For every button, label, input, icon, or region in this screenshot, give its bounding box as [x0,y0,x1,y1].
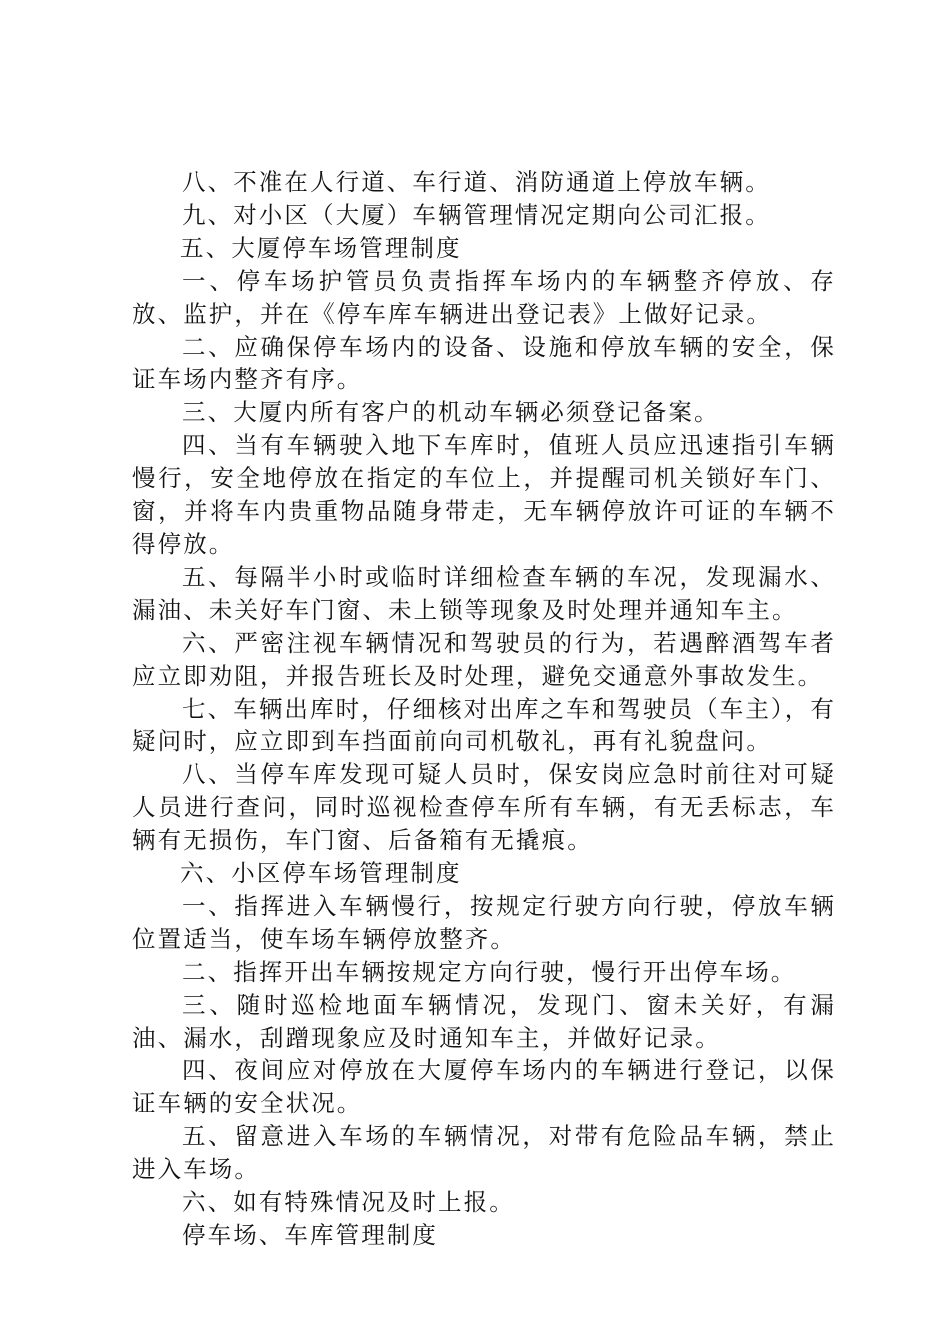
paragraph-building-rule-2: 二、应确保停车场内的设备、设施和停放车辆的安全，保证车场内整齐有序。 [132,332,836,394]
paragraph-building-rule-6: 六、严密注视车辆情况和驾驶员的行为，若遇醉酒驾车者应立即劝阻，并报告班长及时处理，避免交通意外事故发生。 [132,628,836,690]
paragraph-building-rule-1: 一、停车场护管员负责指挥车场内的车辆整齐停放、存放、监护，并在《停车库车辆进出登记表》上做好记录。 [132,266,836,328]
paragraph-building-rule-5: 五、每隔半小时或临时详细检查车辆的车况，发现漏水、漏油、未关好车门窗、未上锁等现象及时处理并通知车主。 [132,562,836,624]
paragraph-building-rule-3: 三、大厦内所有客户的机动车辆必须登记备案。 [182,398,720,427]
paragraph-community-rule-2: 二、指挥开出车辆按规定方向行驶，慢行开出停车场。 [182,957,797,986]
paragraph-community-rule-3: 三、随时巡检地面车辆情况，发现门、窗未关好，有漏油、漏水，刮蹭现象应及时通知车主，并做好记录。 [132,990,836,1052]
paragraph-rule-9-report: 九、对小区（大厦）车辆管理情况定期向公司汇报。 [182,200,771,229]
paragraph-community-rule-4: 四、夜间应对停放在大厦停车场内的车辆进行登记，以保证车辆的安全状况。 [132,1056,836,1118]
paragraph-community-rule-5: 五、留意进入车场的车辆情况，对带有危险品车辆，禁止进入车场。 [132,1122,836,1184]
paragraph-community-rule-1: 一、指挥进入车辆慢行，按规定行驶方向行驶，停放车辆位置适当，使车场车辆停放整齐。 [132,891,836,953]
section-heading-community-parking: 六、小区停车场管理制度 [180,859,462,888]
paragraph-building-rule-4: 四、当有车辆驶入地下车库时，值班人员应迅速指引车辆慢行，安全地停放在指定的车位上，并提醒司机关锁好车门、窗，并将车内贵重物品随身带走，无车辆停放许可证的车辆不得停放。 [132,431,836,558]
section-heading-building-parking: 五、大厦停车场管理制度 [180,233,462,262]
paragraph-building-rule-8: 八、当停车库发现可疑人员时，保安岗应急时前往对可疑人员进行查问，同时巡视检查停车所有车辆，有无丢标志，车辆有无损伤，车门窗、后备箱有无撬痕。 [132,760,836,855]
paragraph-community-rule-6: 六、如有特殊情况及时上报。 [182,1188,515,1217]
document-body [132,166,836,1252]
paragraph-rule-8-no-parking: 八、不准在人行道、车行道、消防通道上停放车辆。 [182,168,771,196]
section-heading-parking-garage: 停车场、车库管理制度 [182,1221,438,1249]
paragraph-building-rule-7: 七、车辆出库时，仔细核对出库之车和驾驶员（车主），有疑问时，应立即到车挡面前向司机敬礼，再有礼貌盘问。 [132,694,836,756]
